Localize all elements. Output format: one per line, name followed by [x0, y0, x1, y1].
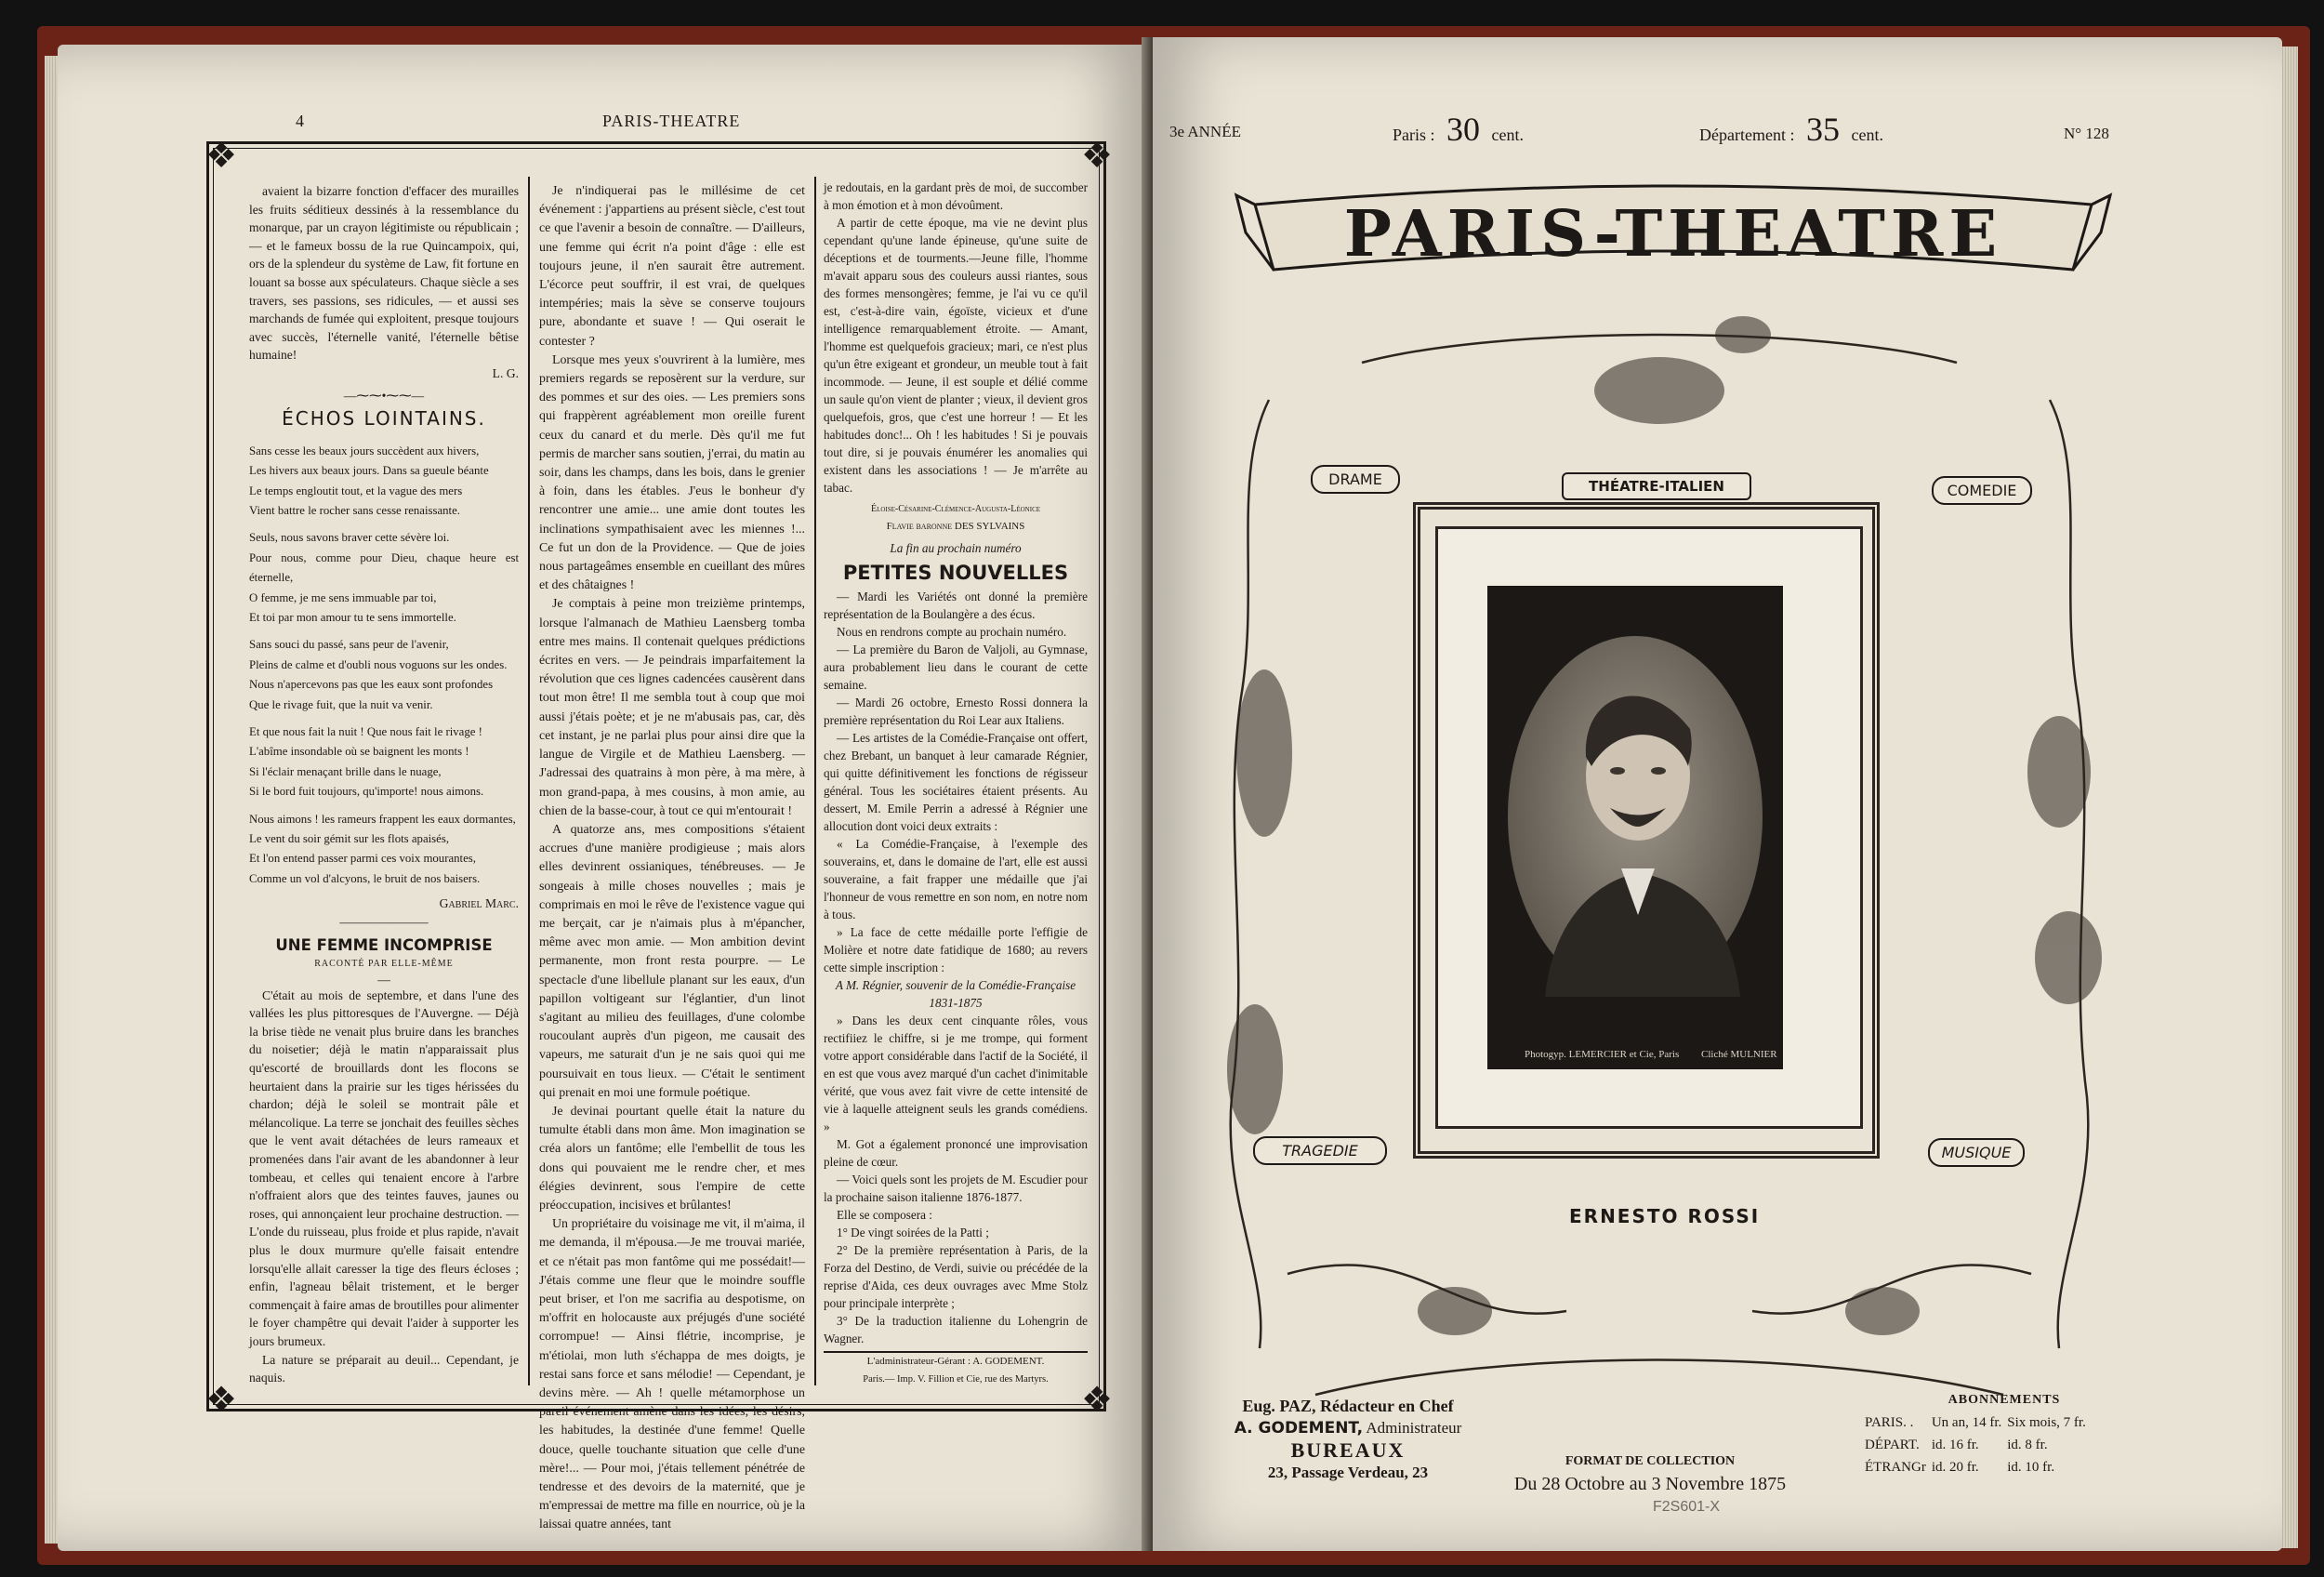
- photo-credit: Photogyp. LEMERCIER et Cie, Paris: [1525, 1049, 1680, 1060]
- pencil-shelfmark: F2S601-X: [1653, 1499, 1721, 1515]
- article-paragraph: Un propriétaire du voisinage me vit, il m'aima, il me demanda, il m'épousa.—Je me trouvai mariée, et ce n'était pas mon fantôme qui me possédait!—J'étais comme une fleur que le moindre souffle peut briser, et l'on me sacrifia au despotisme, on m'offrit en holocauste aux préjugés d'une société corrompue! — Ainsi flétrie, incomprise, je m'étiolai, mon luth s'échappa de mes doigts, je restai sans force et sans mélodie! — Cependant, je devins mère. — Ah ! quelle métamorphose un pareil événement amène dans les idées, les désirs, les habitudes, la destinée d'une femme! Quelle douce, quelle touchante situation que celle d'une mère!... — Pour moi, j'étais tellement pénétrée de tendresse et des devoirs de la maternité, que je m'empressai de mettre ma fille en nourrice, où je la laissai quatre années, tant: [539, 1217, 805, 1532]
- article-paragraph: avaient la bizarre fonction d'effacer des murailles les fruits séditieux dessinés à la ressemblance du monarque, par un crayon légitimiste ou républicain ; — et le fameux bossu de la rue Quincampoix, qui, ors de la splendeur du système de Law, fit fortune en louant sa bosse aux spéculateurs. Chaque siècle a ses travers, ses passions, ses ridicules, — et aussi ses marchands de fumée qui exploitent, presque toujours avec succès, l'éternelle vanité, l'éternelle bêtise humaine!: [249, 184, 519, 363]
- masthead-title: PARIS-THEATRE: [1343, 197, 2003, 272]
- running-head: PARIS-THEATRE: [602, 112, 741, 130]
- poem-line: Pour nous, comme pour Dieu, chaque heure est éternelle,: [249, 550, 519, 585]
- label-musique: MUSIQUE: [1928, 1138, 2025, 1167]
- label-drame: DRAME: [1311, 465, 1400, 494]
- poem-line: Si l'éclair menaçant brille dans le nuage,: [249, 764, 442, 778]
- corner-ornament-icon: ❖: [205, 1381, 238, 1420]
- article-paragraph: C'était au mois de septembre, et dans l'une des vallées les plus pittoresques de l'Auvergne. — Déjà la brise tiède ne venait plus bruire dans les branches du noisetier; déjà le matin n'apparaissait plus qu'escorté de brouillards dont les flocons se heurtaient dans la prairie sur les tiges hérissées du chardon; déjà le soleil se montrait pâle et mélancolique. La terre se jonchait des feuilles sèches que le vent avait détachées de leurs rameaux et promenées dans l'air avant de les abandonner à leur tombeau, et celles qui tenaient encore à l'arbre n'offraient alors que des teintes fauves, jaunes ou roses, qui annonçaient leur prochaine destruction. — L'onde du ruisseau, plus froide et plus rapide, n'avait plus le doux murmure qu'elle faisait entendre lorsqu'elle allait caresser la tige des fleurs écloses ; enfin, l'agneau bêlait tristement, et le berger commençait à faire amas de broutilles pour alimenter le foyer champêtre qui devait l'aider à supporter les jours brumeux.: [249, 987, 519, 1348]
- ornament-rule-icon: —⁓⁓•⁓⁓—: [343, 388, 425, 403]
- poem-line: Les hivers aux beaux jours. Dans sa gueule béante: [249, 464, 489, 478]
- article-paragraph: Je devinai pourtant quelle était la nature du tumulte établi dans mon âme. Mon imagination se créa alors un fantôme; elle l'embellit de tous les dons qui pouvaient me le rendre cher, et mes élégies devinrent, sous l'empire de cette préoccupation, incisives et brûlantes!: [539, 1104, 805, 1213]
- poem: [249, 442, 519, 890]
- subscription-cell: id. 10 fr.: [2007, 1460, 2055, 1475]
- news-item: » Dans les deux cent cinquante rôles, vous rectifiiez le chiffre, si je me trompe, qui forment votre apport considérable dans l'actif de la Société, il en est que vous avez marqué d'un cachet d'inimitable vérité, que vous avez fait vivre de cette intensité de vie à laquelle atteignent seuls les grands comédiens. »: [824, 1014, 1088, 1133]
- administrator-line: [1208, 1417, 1487, 1439]
- article-paragraph: A partir de cette époque, ma vie ne devint plus cependant qu'une lande épineuse, qu'une suite de déceptions et de tourments.—Jeune fille, l'homme m'avait apparu sous des couleurs aussi riantes, sous des formes mensongères; femme, je l'ai vu ce qu'il est, c'est-à-dire vain, égoïste, vicieux et d'une intelligence remarquablement étroite. — Amant, l'homme est quelquefois gracieux; mari, ce n'est plus qu'un être exigeant et grondeur, un meuble tout à fait incommode. — Jeune, il est souple et délié comme un saule qu'on vient de planter ; vieux, il devient gros quelquefois, gros, que c'est une horreur ! — Et les habitudes donc!... Oh ! les habitudes ! Si je pouvais tout dire, si je pouvais énumérer les anomalies qui existent dans les associations ! — Je m'arrête au tabac.: [824, 216, 1088, 495]
- page-number: 4: [296, 112, 305, 130]
- news-item: Elle se composera :: [837, 1208, 932, 1222]
- printer-line: Paris.— Imp. V. Fillion et Cie, rue des Martyrs.: [863, 1374, 1049, 1385]
- price-dept-value: 35: [1805, 111, 1840, 148]
- subscription-cell: DÉPART.: [1865, 1438, 1920, 1452]
- news-item: 2° De la première représentation à Paris, de la Forza del Destino, de Verdi, suivie ou précédée de la reprise d'Aida, ces deux ouvrages avec Mme Stolz pour principale interprète ;: [824, 1243, 1088, 1310]
- subscriptions-title: ABONNEMENTS: [1948, 1393, 2061, 1407]
- signature: L. G.: [492, 365, 519, 380]
- label-tragedie: TRAGEDIE: [1253, 1136, 1387, 1165]
- subscription-cell: Un an, 14 fr.: [1931, 1415, 2002, 1430]
- price-paris-value: 30: [1446, 111, 1481, 148]
- subscription-row: [1865, 1456, 2092, 1478]
- label-theatre-italien: THÉATRE-ITALIEN: [1562, 472, 1751, 500]
- collection-info: [1469, 1451, 1831, 1495]
- label-comedie: COMEDIE: [1932, 476, 2032, 505]
- editor-line: Eug. PAZ, Rédacteur en Chef: [1242, 1397, 1454, 1415]
- column-3: [824, 179, 1088, 1391]
- poem-line: [249, 802, 519, 810]
- poem-line: Nous n'apercevons pas que les eaux sont profondes: [249, 678, 494, 692]
- poem-line: Comme un vol d'alcyons, le bruit de nos baisers.: [249, 871, 481, 885]
- poem-line: O femme, je me sens immuable par toi,: [249, 590, 437, 604]
- volume-year: 3e ANNÉE: [1169, 123, 1241, 140]
- poem-line: [249, 715, 519, 722]
- column-2: [539, 182, 805, 1532]
- editorial-info: [1208, 1395, 1487, 1484]
- article-paragraph: Lorsque mes yeux s'ouvrirent à la lumière, mes premiers regards se reposèrent sur la verdure, sur des pommes et sur des oies. — Les premiers sons qui frappèrent agréablement mon oreille furent ceux du canard et du merle. Dès qu'il me fut permis de marcher sans soutien, j'errai, du matin au soir, dans les champs, dans les bois, dans le grenier à foin, dans les étables. J'eus le bonheur d'y rencontrer une amie... une amie dont toutes les inclinations sympathisaient avec les miennes !... Ce fut un don de la Providence. — Que de joies nous partageâmes ensemble en cueillant des mûres et des châtaignes !: [539, 352, 805, 593]
- subscription-cell: ÉTRANGr: [1865, 1460, 1926, 1475]
- column-rule: [814, 177, 816, 1385]
- news-item: Nous en rendrons compte au prochain numéro.: [837, 625, 1067, 639]
- subscriptions: [1865, 1389, 2144, 1478]
- administrator-name: A. GODEMENT,: [1234, 1419, 1364, 1438]
- corner-ornament-icon: ❖: [205, 137, 238, 176]
- subscription-row: [1865, 1434, 2092, 1456]
- masthead-banner: [1236, 167, 2110, 298]
- corner-ornament-icon: ❖: [1080, 1381, 1114, 1420]
- news-title: PETITES NOUVELLES: [842, 562, 1069, 584]
- subscription-cell: id. 20 fr.: [1931, 1460, 1979, 1475]
- news-item: » La face de cette médaille porte l'effigie de Molière et notre date fatidique de 1680; au revers cette simple inscription :: [824, 925, 1088, 974]
- poem-line: Et que nous fait la nuit ! Que nous fait le rivage !: [249, 725, 482, 738]
- news-item: 3° De la traduction italienne du Lohengrin de Wagner.: [824, 1314, 1088, 1345]
- poem-line: Sans souci du passé, sans peur de l'avenir,: [249, 638, 449, 652]
- news-item: A M. Régnier, souvenir de la Comédie-Française: [835, 978, 1076, 992]
- poem-line: Le vent du soir gémit sur les flots apaisés,: [249, 832, 450, 846]
- story-title: UNE FEMME INCOMPRISE: [275, 936, 493, 955]
- column-rule: [528, 177, 530, 1385]
- subscription-cell: id. 16 fr.: [1931, 1438, 1979, 1452]
- poem-line: Que le rivage fuit, que la nuit va venir.: [249, 697, 433, 711]
- story-signature: Éloise-Césarine-Clémence-Augusta-Léonice: [870, 504, 1041, 514]
- photo-cliche: Cliché MULNIER: [1701, 1049, 1777, 1060]
- poem-line: Si le bord fuit toujours, qu'importe! nous aimons.: [249, 785, 484, 799]
- price-dept-unit: cent.: [1851, 126, 1883, 144]
- poem-line: L'abîme insondable où se baignent les monts !: [249, 745, 469, 759]
- continued-note: La fin au prochain numéro: [890, 541, 1022, 555]
- price-paris-label: Paris :: [1393, 126, 1435, 144]
- news-item: — Mardi les Variétés ont donné la première représentation de la Boulangère a des écus.: [824, 590, 1088, 621]
- poem-line: Le temps engloutit tout, et la vague des mers: [249, 484, 463, 497]
- article-paragraph: je redoutais, en la gardant près de moi, de succomber à mon émotion et à mon dévoûment.: [824, 180, 1088, 212]
- poem-line: Nous aimons ! les rameurs frappent les eaux dormantes,: [249, 812, 516, 826]
- administrator-role: Administrateur: [1366, 1419, 1462, 1437]
- poem-line: [249, 521, 519, 528]
- man-portrait-icon: [1508, 636, 1763, 997]
- poem-signature: Gabriel Marc.: [439, 896, 519, 911]
- article-paragraph: A quatorze ans, mes compositions s'étaient accrues d'une manière prodigieuse ; mais alors elles devinrent ossianiques, ténébreuses. — Je songeais à mille choses nouvelles ; mais je comprimais en moi le rêve de l'existence vague qui me berçait, car je n'aimais plus à m'épancher, même avec mon amie. — Mon ambition devint permanente, mon front resta pourpre. — Le spectacle d'une libellule planant sur les eaux, d'un papillon voltigeant sur l'églantier, d'un linot s'agitant au milieu des feuillages, d'une colombe roucoulant auprès d'un pigeon, me causait des vapeurs, me saturait d'un je ne sais quoi qui me poursuivait en tous lieux. — C'était le sentiment qui prenait en moi une formule poétique.: [539, 822, 805, 1100]
- article-paragraph: Je comptais à peine mon treizième printemps, lorsque l'almanach de Mathieu Laensberg tomba entre mes mains. Il contenait quelques prédictions écrites en vers. — Je peindrais imparfaitement la révolution que ces lignes cadencées causèrent dans tout mon être! Il me sembla tout à coup que moi aussi j'étais poète; et je ne m'abusais pas, car, dès cet instant, je ne parlai plus pour ainsi dire que la langue de Virgile et de Mathieu Laensberg. — J'adressai des quatrains à mon père, à ma mère, à mon grand-papa, à mes cousins, à mon amie, au chien de la basse-cour, à tout ce qui m'entourait !: [539, 597, 805, 818]
- article-paragraph: Je n'indiquerai pas le millésime de cet événement : j'appartiens au présent siècle, c'est tout ce que l'avenir a besoin de connaître. — D'ailleurs, une femme qui écrit n'a point d'âge : elle est toujours jeune, il n'en saurait être autrement. L'écorce peut souffrir, il est vrai, de quelques intempéries; mais la sève se conserve toujours pure, abondante et suave ! — Qui oserait le contester ?: [539, 184, 805, 349]
- price-dept-label: Département :: [1699, 126, 1795, 144]
- news-item: « La Comédie-Française, à l'exemple des souverains, et, dans le domaine de l'art, elle est aussi souveraine, a fait frapper une médaille que j'ai l'honneur de vous remettre en son nom, en notre nom à tous.: [824, 837, 1088, 921]
- news-item: 1831-1875: [929, 996, 983, 1010]
- news-list: [824, 588, 1088, 1347]
- article-paragraph: La nature se préparait au deuil... Cependant, je naquis.: [249, 1352, 519, 1385]
- news-item: — La première du Baron de Valjoli, au Gymnase, aura probablement lieu dans le courant de cette semaine.: [824, 643, 1088, 692]
- poem-title: ÉCHOS LOINTAINS.: [282, 407, 486, 431]
- poem-line: Et toi par mon amour tu te sens immortelle.: [249, 610, 456, 624]
- corner-ornament-icon: ❖: [1080, 137, 1114, 176]
- ornament-rule-icon: ———————: [339, 914, 429, 929]
- column-1: [249, 182, 519, 1391]
- portrait-photo: [1487, 586, 1783, 1069]
- subscription-cell: PARIS. .: [1865, 1415, 1914, 1430]
- news-item: — Mardi 26 octobre, Ernesto Rossi donnera la première représentation du Roi Lear aux Italiens.: [824, 696, 1088, 727]
- collection-dates: Du 28 Octobre au 3 Novembre 1875: [1513, 1474, 1787, 1494]
- bureaux-address: 23, Passage Verdeau, 23: [1267, 1464, 1429, 1481]
- poem-line: [249, 628, 519, 635]
- poem-line: Sans cesse les beaux jours succèdent aux hivers,: [249, 444, 480, 457]
- portrait-name: ERNESTO ROSSI: [1569, 1205, 1761, 1227]
- issue-number: N° 128: [2064, 125, 2109, 142]
- poem-line: Vient battre le rocher sans cesse renaissante.: [249, 503, 460, 517]
- gerant-line: L'administrateur-Gérant : A. GODEMENT.: [866, 1356, 1045, 1367]
- news-item: — Voici quels sont les projets de M. Escudier pour la prochaine saison italienne 1876-1877.: [824, 1173, 1088, 1204]
- ornament-rule-icon: —: [377, 972, 390, 987]
- story-signature: Flavie baronne DES SYLVAINS: [886, 521, 1025, 532]
- news-item: — Les artistes de la Comédie-Française ont offert, chez Brebant, un banquet à leur camarade Régnier, qui quitte définitivement les fonctions de régisseur général. Tous les sociétaires étaient présents. Au dessert, M. Emile Perrin a adressé à Régnier une allocution dont voici deux extraits :: [824, 731, 1088, 833]
- story-subtitle: RACONTÉ PAR ELLE-MÊME: [314, 959, 454, 970]
- subscription-cell: Six mois, 7 fr.: [2007, 1415, 2086, 1430]
- price-department: [1699, 110, 1883, 149]
- poem-line: Pleins de calme et d'oubli nous voguons sur les ondes.: [249, 657, 508, 671]
- poem-line: Seuls, nous savons braver cette sévère loi.: [249, 531, 450, 545]
- subscription-row: [1865, 1411, 2092, 1434]
- bureaux-label: BUREAUX: [1290, 1438, 1406, 1462]
- subscriptions-table: [1865, 1411, 2092, 1478]
- news-item: 1° De vingt soirées de la Patti ;: [837, 1226, 989, 1239]
- price-paris: [1393, 110, 1524, 149]
- price-paris-unit: cent.: [1491, 126, 1524, 144]
- news-item: M. Got a également prononcé une improvisation pleine de cœur.: [824, 1137, 1088, 1169]
- poem-line: Et l'on entend passer parmi ces voix mourantes,: [249, 852, 476, 866]
- subscription-cell: id. 8 fr.: [2007, 1438, 2048, 1452]
- collection-format: FORMAT DE COLLECTION: [1565, 1454, 1736, 1468]
- portrait-oval: [1508, 636, 1763, 997]
